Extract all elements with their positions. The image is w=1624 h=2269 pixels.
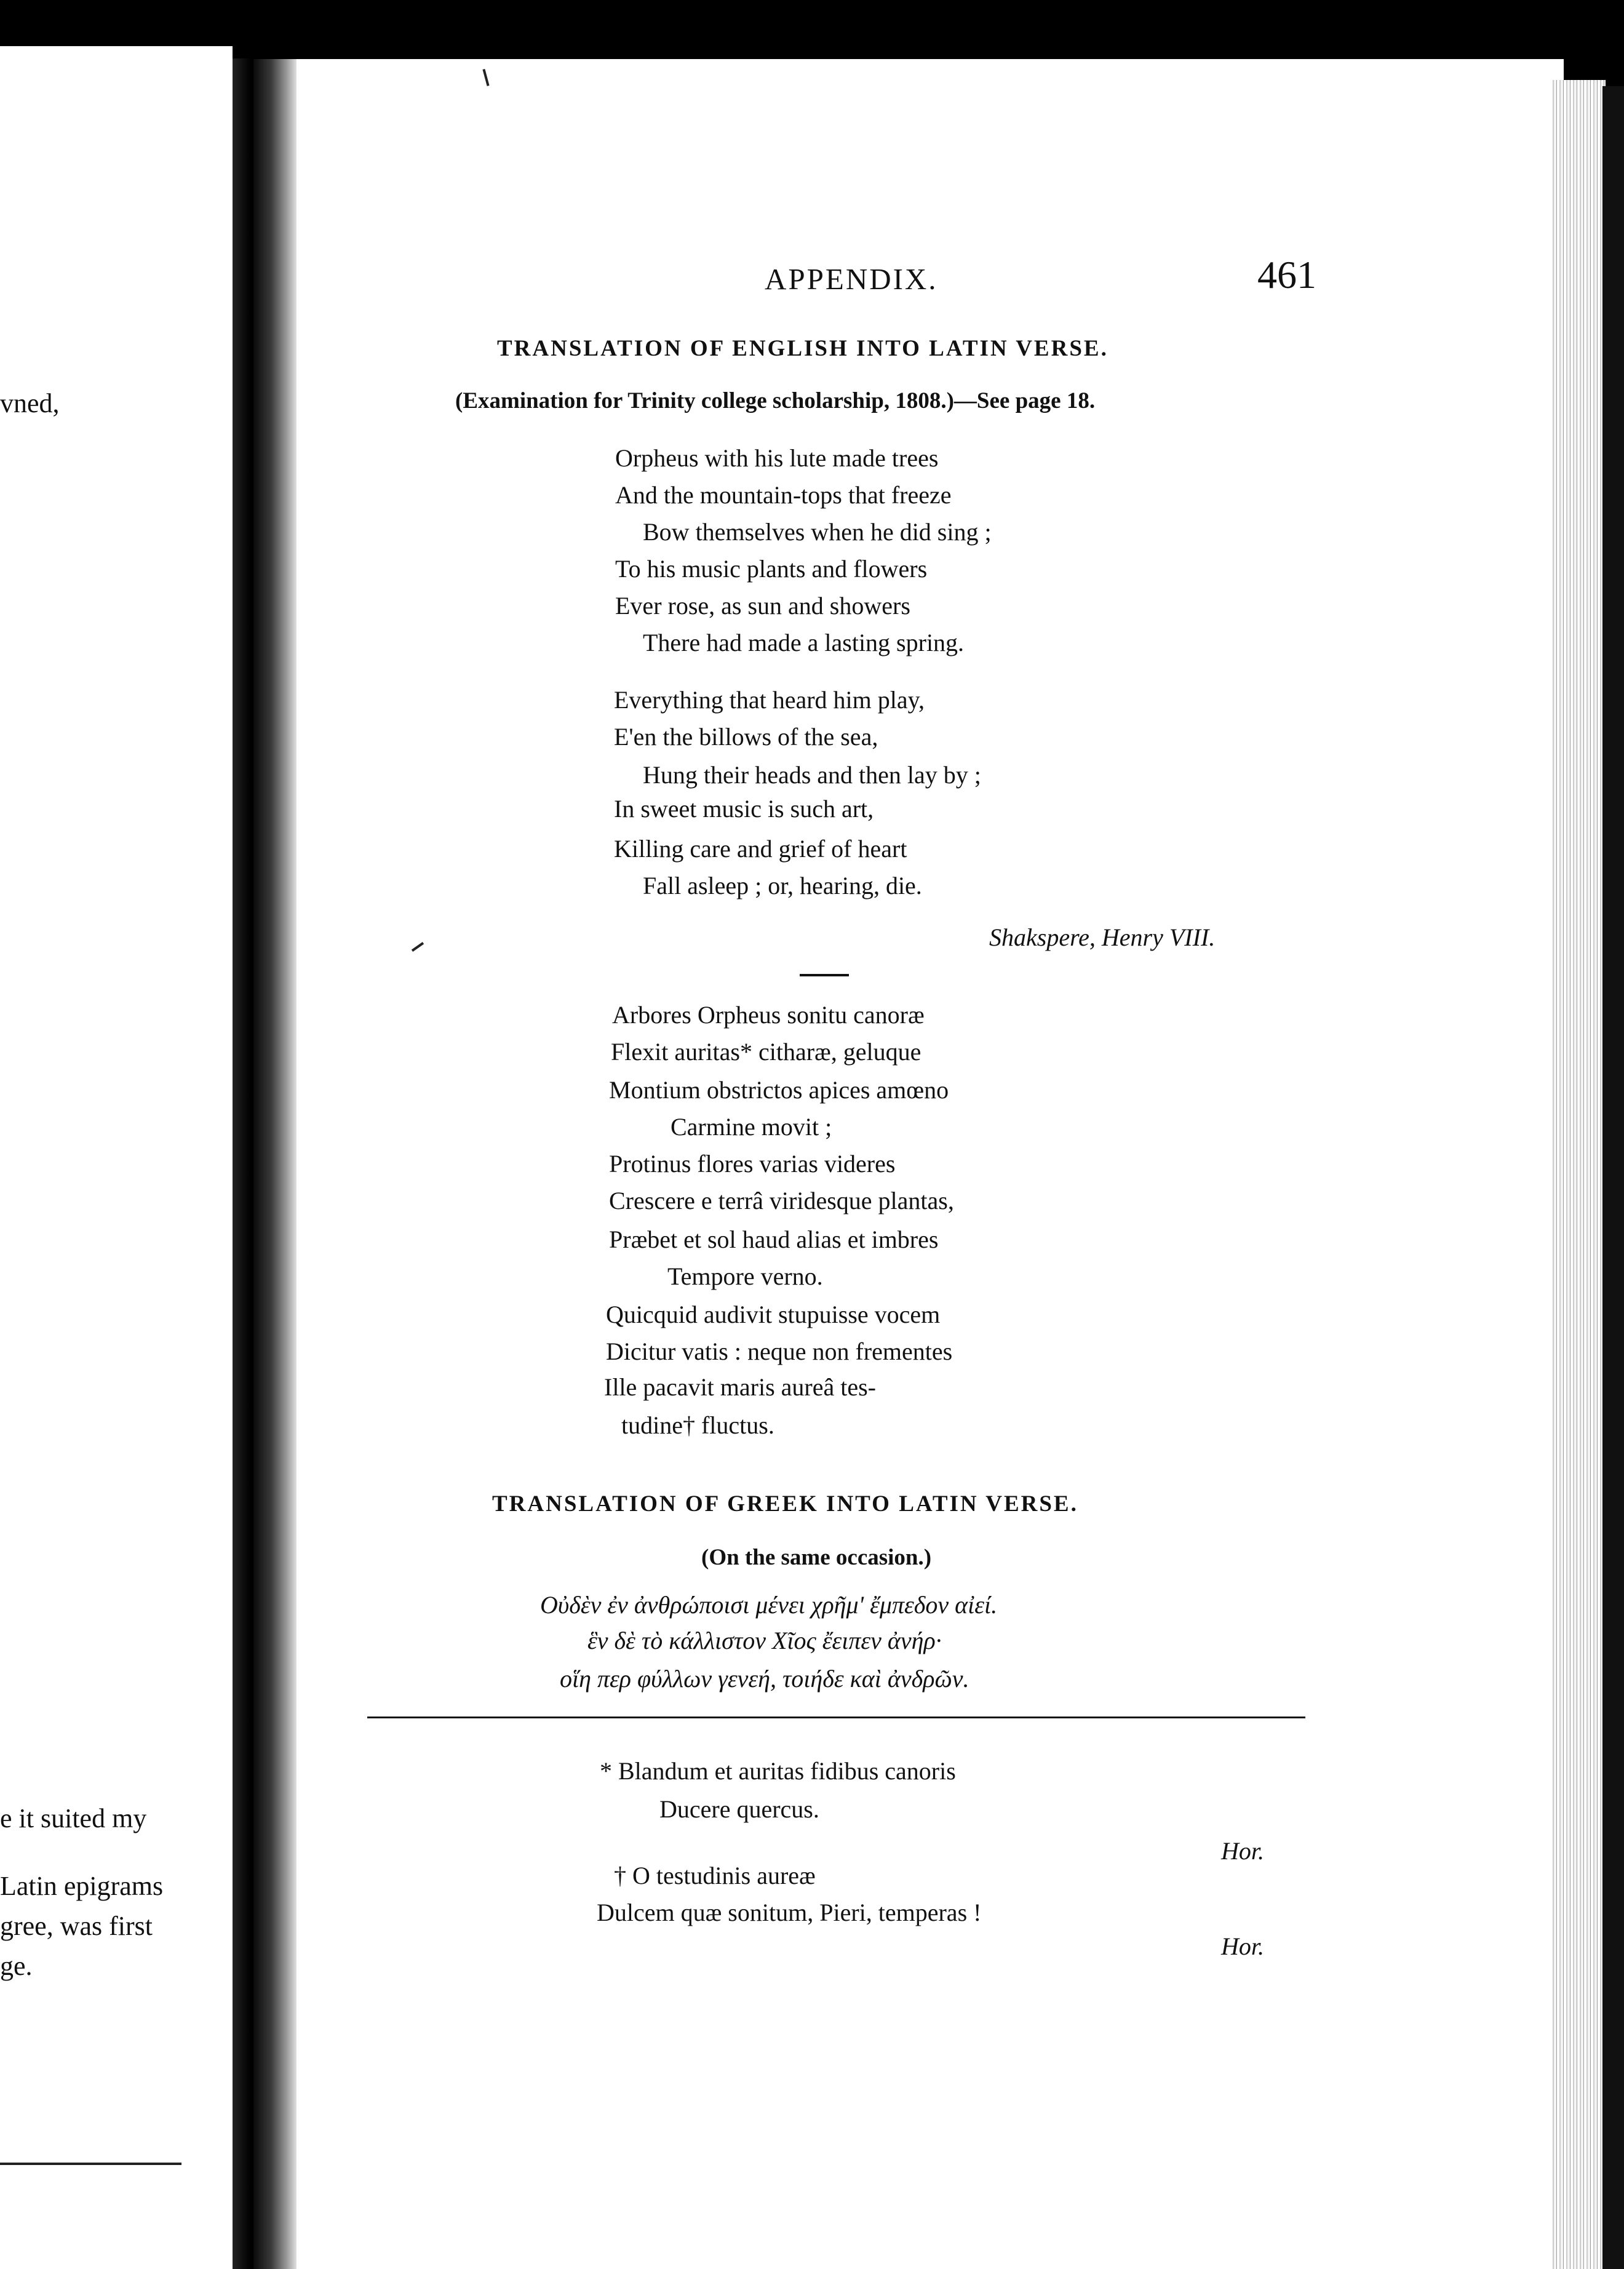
greek-line: οἵη περ φύλλων γενεή, τοιήδε καὶ ἀνδρῶν.: [560, 1665, 969, 1693]
verse-line: tudine† fluctus.: [621, 1411, 774, 1439]
verse-line: E'en the billows of the sea,: [614, 723, 878, 751]
left-page-line: Latin epigrams: [0, 1871, 164, 1901]
footnote-source: Hor.: [1221, 1932, 1265, 1960]
section-divider: [800, 974, 849, 976]
verse-line: Crescere e terrâ viridesque plantas,: [609, 1187, 954, 1214]
left-page-line: e it suited my: [0, 1803, 147, 1833]
verse-attribution: Shakspere, Henry VIII.: [989, 923, 1216, 951]
verse-line: Everything that heard him play,: [614, 686, 925, 714]
verse-line: There had made a lasting spring.: [643, 629, 965, 656]
page-number: 461: [1257, 253, 1316, 297]
binding-gutter: [253, 59, 298, 2269]
running-header: APPENDIX.: [765, 262, 938, 296]
left-page-edge: [233, 58, 251, 2269]
page-stack-edges: [1550, 80, 1606, 2269]
greek-line: ἓν δὲ τὸ κάλλιστον Χῖος ἔειπεν ἀνήρ·: [587, 1627, 942, 1654]
verse-line: Montium obstrictos apices amœno: [609, 1076, 949, 1104]
section-title-english-latin: TRANSLATION OF ENGLISH INTO LATIN VERSE.: [497, 336, 1109, 361]
verse-line: Flexit auritas* citharæ, geluque: [611, 1038, 921, 1066]
footnote-line: Ducere quercus.: [659, 1795, 819, 1823]
section-subtitle-examination: (Examination for Trinity college scholarship, 1808.)—See page 18.: [455, 388, 1096, 413]
verse-line: In sweet music is such art,: [614, 795, 874, 823]
verse-line: Killing care and grief of heart: [614, 835, 907, 863]
left-facing-page: [0, 46, 233, 2269]
section-subtitle-occasion: (On the same occasion.): [701, 1545, 932, 1570]
left-page-line: vned,: [0, 388, 60, 418]
verse-line: Ille pacavit maris aureâ tes-: [604, 1373, 876, 1401]
verse-line: Arbores Orpheus sonitu canoræ: [612, 1001, 925, 1029]
left-page-line: gree, was first: [0, 1911, 153, 1941]
greek-line: Οὐδὲν ἐν ἀνθρώποισι μένει χρῆμ' ἔμπεδον αἰεί.: [540, 1591, 998, 1619]
verse-line: Orpheus with his lute made trees: [615, 444, 939, 472]
section-title-greek-latin: TRANSLATION OF GREEK INTO LATIN VERSE.: [492, 1491, 1078, 1517]
footnote-line: * Blandum et auritas fidibus canoris: [600, 1757, 956, 1785]
verse-line: Ever rose, as sun and showers: [615, 592, 910, 620]
verse-line: Dicitur vatis : neque non frementes: [606, 1338, 953, 1365]
verse-line: Carmine movit ;: [671, 1113, 832, 1141]
footnote-line: Dulcem quæ sonitum, Pieri, temperas !: [597, 1899, 982, 1926]
page-edge-shadow: [1602, 86, 1624, 2269]
footnote-rule: [367, 1717, 1305, 1718]
verse-line: Hung their heads and then lay by ;: [643, 761, 981, 789]
verse-line: Quicquid audivit stupuisse vocem: [606, 1301, 941, 1328]
verse-line: To his music plants and flowers: [615, 555, 928, 583]
left-page-line: ge.: [0, 1951, 33, 1981]
verse-line: Tempore verno.: [667, 1262, 823, 1290]
footnote-line: † O testudinis aureæ: [614, 1862, 816, 1889]
left-page-footnote-rule: [0, 2163, 181, 2165]
verse-line: Protinus flores varias videres: [609, 1150, 896, 1178]
verse-line: Præbet et sol haud alias et imbres: [609, 1226, 939, 1253]
verse-line: Bow themselves when he did sing ;: [643, 518, 992, 546]
footnote-source: Hor.: [1221, 1837, 1265, 1865]
verse-line: Fall asleep ; or, hearing, die.: [643, 872, 922, 899]
verse-line: And the mountain-tops that freeze: [615, 481, 952, 509]
